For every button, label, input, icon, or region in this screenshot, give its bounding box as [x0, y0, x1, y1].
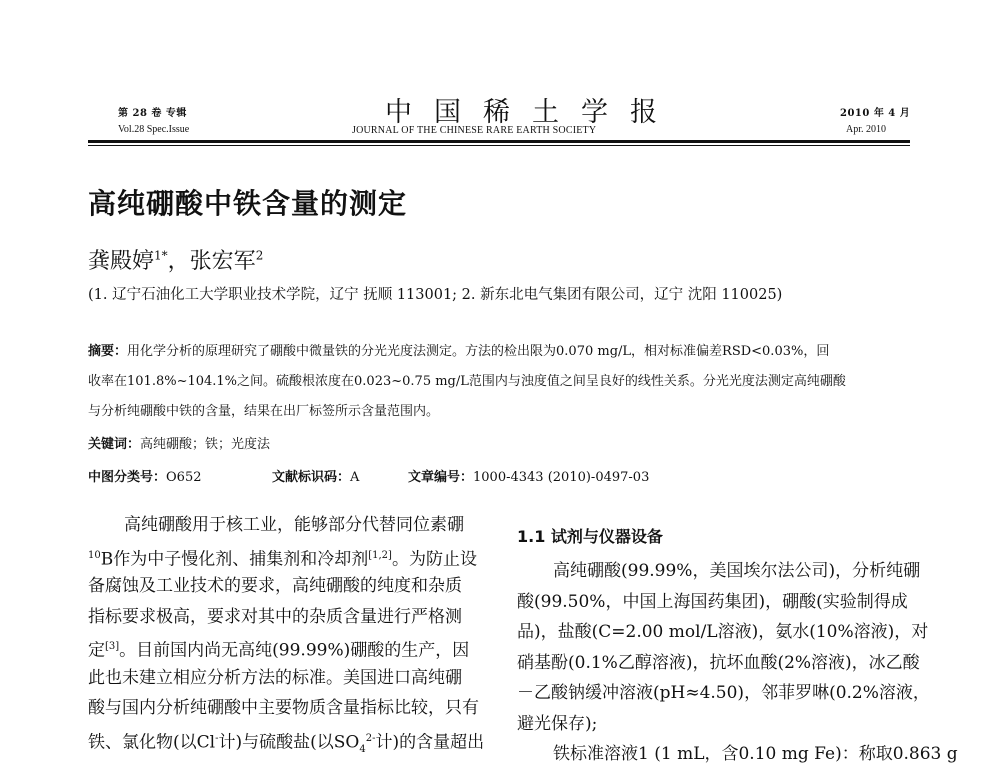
sulfate-subscript: 4 [359, 743, 366, 755]
body-left-line-3: 备腐蚀及工业技术的要求，高纯硼酸的纯度和杂质 [88, 576, 462, 596]
volume-issue-en: Vol.28 Spec.Issue [118, 124, 190, 135]
affiliation: (1. 辽宁石油化工大学职业技术学院，辽宁 抚顺 113001; 2. 新东北电气集团有限公司，辽宁 沈阳 110025) [88, 287, 783, 303]
body-left-line-8-c: 计)的含量超出 [375, 732, 485, 753]
header-rule-thick [88, 140, 910, 143]
body-left-line-2-a: B作为中子慢化剂、捕集剂和冷却剂 [100, 549, 369, 570]
journal-title-cn: 中国稀土学报 [385, 97, 679, 128]
authors [88, 244, 263, 275]
body-right-line-5: －乙酸钠缓冲溶液(pH≈4.50)，邻菲罗啉(0.2%溶液， [517, 683, 930, 703]
issue-date-en: Apr. 2010 [846, 124, 886, 135]
body-left-line-8-b: 计)与硫酸盐(以SO [218, 732, 360, 753]
article-title: 高纯硼酸中铁含量的测定 [88, 187, 408, 220]
clc-number: O652 [166, 470, 202, 485]
author-separator: ， [167, 249, 190, 274]
body-left-line-1: 高纯硼酸用于核工业，能够部分代替同位素硼 [124, 515, 464, 535]
abstract-line-3: 与分析纯硼酸中铁的含量，结果在出厂标签所示含量范围内。 [88, 404, 440, 419]
body-left-line-8 [88, 724, 485, 755]
author-1: 龚殿婷 [88, 249, 155, 274]
body-left-line-5-a: 定 [88, 640, 105, 661]
keywords-label: 关键词： [88, 437, 141, 452]
clc-label: 中图分类号： [88, 470, 167, 485]
body-left-line-7: 酸与国内分析纯硼酸中主要物质含量指标比较，只有 [88, 698, 479, 718]
author-2: 张宏军 [189, 249, 256, 274]
abstract-label: 摘要： [88, 344, 128, 359]
doc-code-label: 文献标识码： [272, 470, 351, 485]
section-heading-1-1: 1.1 试剂与仪器设备 [517, 527, 663, 546]
keywords: 高纯硼酸；铁；光度法 [140, 437, 271, 452]
body-right-column [517, 510, 958, 770]
citation-3: [3] [105, 641, 120, 652]
body-left-line-4: 指标要求极高，要求对其中的杂质含量进行严格测 [88, 606, 462, 627]
header-rule-thin [88, 145, 910, 146]
abstract-text-1: 用化学分析的原理研究了硼酸中微量铁的分光光度法测定。方法的检出限为0.070 mg/L，相对标准偏差RSD<0.03%，回 [127, 344, 830, 359]
abstract-line-2: 收率在101.8%~104.1%之间。硫酸根浓度在0.023~0.75 mg/L范围内与浊度值之间呈良好的线性关系。分光光度法测定高纯硼酸 [88, 374, 846, 389]
citation-1-2: [1,2] [368, 549, 392, 561]
author-2-affil-mark: 2 [255, 248, 264, 263]
body-right-line-6: 避光保存); [517, 713, 598, 734]
article-no-line [408, 466, 649, 485]
article-no-label: 文章编号： [408, 470, 474, 485]
journal-title-en: JOURNAL OF THE CHINESE RARE EARTH SOCIETY [352, 125, 597, 136]
body-right-line-1: 高纯硼酸(99.99%，美国埃尔法公司)，分析纯硼 [553, 561, 921, 581]
article-no: 1000-4343 (2010)-0497-03 [473, 470, 650, 485]
classification-line [88, 466, 202, 485]
isotope-mass-number: 10 [88, 549, 101, 561]
body-left-line-2-b: 。为防止设 [391, 549, 477, 570]
body-right-line-2: 酸(99.50%，中国上海国药集团)，硼酸(实验制得成 [517, 591, 908, 612]
body-left-line-5-b: 。目前国内尚无高纯(99.99%)硼酸的生产，因 [119, 640, 470, 661]
body-right-line-7: 铁标准溶液1 (1 mL，含0.10 mg Fe)：称取0.863 g [553, 744, 958, 764]
body-left-line-8-a: 铁、氯化物(以Cl [88, 732, 216, 753]
sulfate-charge: 2- [365, 732, 376, 744]
body-left-column [88, 510, 485, 755]
doc-code: A [350, 470, 360, 485]
issue-date-cn: 2010 年 4 月 [840, 108, 911, 119]
volume-issue-cn: 第 28 卷 专辑 [118, 108, 187, 119]
body-right-line-4: 硝基酚(0.1%乙醇溶液)，抗坏血酸(2%溶液)，冰乙酸 [517, 652, 920, 673]
body-left-line-6: 此也未建立相应分析方法的标准。美国进口高纯硼 [88, 667, 462, 688]
body-left-line-2 [88, 541, 480, 572]
chloride-charge: - [215, 732, 219, 744]
doc-code-line [272, 466, 359, 485]
body-left-line-5 [88, 632, 480, 663]
keywords-line [88, 433, 270, 452]
body-right-line-3: 品)，盐酸(C=2.00 mol/L溶液)，氨水(10%溶液)，对 [517, 622, 929, 642]
abstract-line-1 [88, 340, 829, 359]
author-1-affil-mark: 1* [154, 248, 168, 263]
